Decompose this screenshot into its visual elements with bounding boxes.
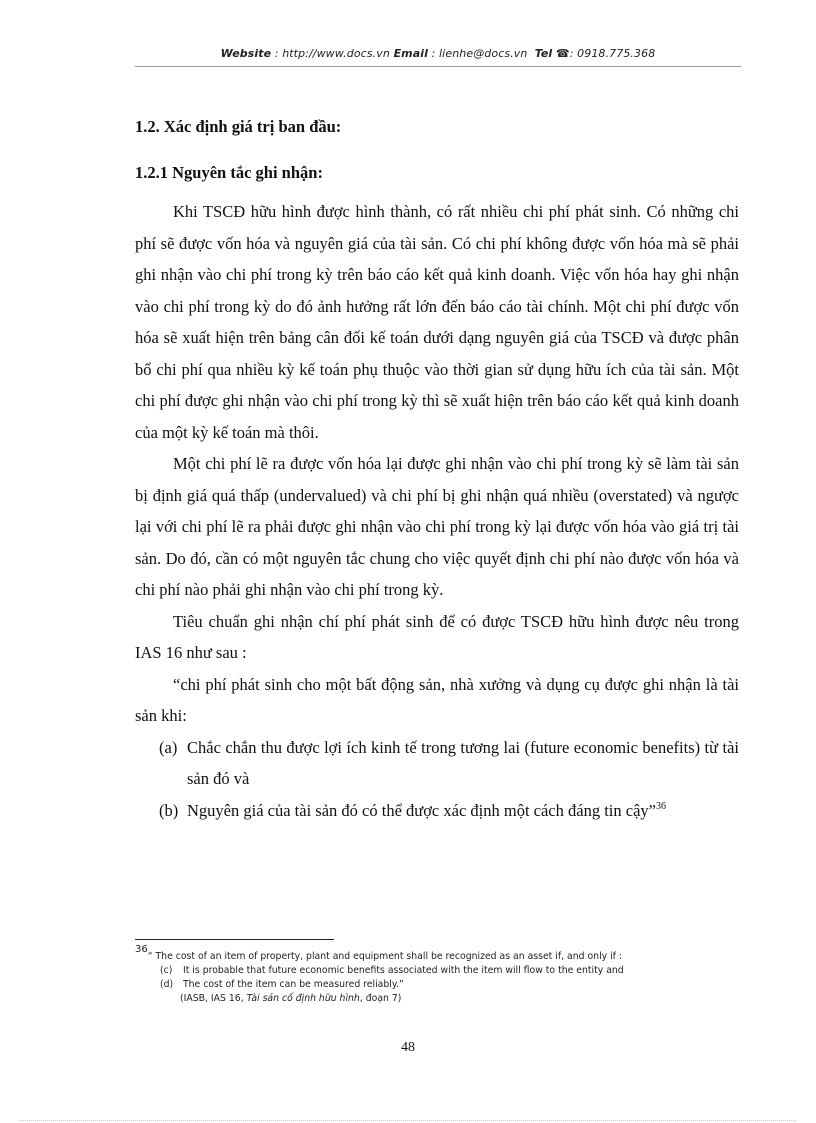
section-heading: 1.2. Xác định giá trị ban đầu: — [135, 117, 342, 136]
website-label: Website — [220, 47, 272, 60]
footnote-source-post: , đoạn 7) — [359, 993, 402, 1004]
footnote-source — [135, 992, 755, 1006]
page-number: 48 — [401, 1040, 415, 1055]
header-rule — [135, 66, 741, 67]
website-sep: : — [271, 47, 283, 60]
list-item-a-text: Chắc chắn thu được lợi ích kinh tế trong tương lai (future economic benefits) từ tài sản đó và — [187, 737, 739, 788]
footnote-text-1: “ The cost of an item of property, plant and equipment shall be recognized as an asset if, and only if : — [147, 951, 623, 962]
tel-sep: : — [569, 47, 578, 60]
footnote-c-label: (c) — [160, 965, 173, 976]
list-item-a — [135, 732, 739, 795]
footnote — [135, 944, 755, 1006]
footnote-source-pre: (IASB, IAS 16, — [180, 993, 247, 1004]
list-item-b-text: Nguyên giá của tài sản đó có thể được xác định một cách đáng tin cậy” — [187, 800, 656, 820]
paragraph-4: “chi phí phát sinh cho một bất động sản, nhà xưởng và dụng cụ được ghi nhận là tài sản khi: — [135, 674, 739, 725]
paragraph-3: Tiêu chuẩn ghi nhận chí phí phát sinh để có được TSCĐ hữu hình được nêu trong IAS 16 như sau : — [135, 611, 739, 662]
email-value[interactable]: lienhe@docs.vn — [439, 47, 528, 60]
footnote-ref[interactable]: 36 — [655, 800, 666, 812]
footnote-item-d — [135, 978, 755, 992]
subsection-heading: 1.2.1 Nguyên tắc ghi nhận: — [135, 163, 323, 182]
paragraph-1: Khi TSCĐ hữu hình được hình thành, có rất nhiều chi phí phát sinh. Có những chi phí sẽ được vốn hóa và nguyên giá của tài sản. Có chi phí không được vốn hóa mà sẽ phải ghi nhận vào chi phí trong kỳ trên báo cáo kết quả kinh doanh. Việc vốn hóa hay ghi nhận vào chi phí trong kỳ do đó ảnh hưởng rất lớn đến báo cáo tài chính. Một chi phí được vốn hóa sẽ xuất hiện trên bảng cân đối kế toán dưới dạng nguyên giá của TSCĐ và được phân bổ chi phí qua nhiều kỳ kế toán phụ thuộc vào thời gian sử dụng hữu ích của tài sản. Một chi phí được ghi nhận vào chi phí trong kỳ thì sẽ xuất hiện trên báo cáo kết quả kinh doanh của một kỳ kế toán mà thôi. — [135, 202, 739, 442]
list-item-b-text-wrap — [183, 795, 739, 827]
phone-icon: ☎ — [555, 47, 570, 60]
website-url[interactable]: http://www.docs.vn — [282, 47, 390, 60]
email-label: Email — [393, 47, 429, 60]
list-item-a-label: (a) — [159, 737, 178, 757]
footnote-number: 36 — [135, 944, 148, 955]
list-item-b — [135, 795, 739, 827]
footnote-c-text: It is probable that future economic benefits associated with the item will flow to the entity and — [182, 965, 624, 976]
paragraph-2: Một chi phí lẽ ra được vốn hóa lại được ghi nhận vào chi phí trong kỳ sẽ làm tài sản bị định giá quá thấp (undervalued) và chi phí bị ghi nhận quá nhiều (overstated) và ngược lại với chi phí lẽ ra phải được ghi nhận vào chi phí trong kỳ lại được vốn hóa vào giá trị tài sản. Do đó, cần có một nguyên tắc chung cho việc quyết định chi phí nào được vốn hóa và chi phí nào phải ghi nhận vào chi phí trong kỳ. — [135, 454, 739, 599]
footnote-item-c — [135, 964, 755, 978]
footnote-source-title: Tài sản cố định hữu hình — [246, 993, 360, 1004]
tel-value: 0918.775.368 — [577, 47, 656, 60]
body-text — [135, 196, 739, 826]
footnote-d-text: The cost of the item can be measured reliably.” — [182, 979, 404, 990]
email-sep: : — [428, 47, 440, 60]
tel-label: Tel — [534, 47, 553, 60]
page-edge — [20, 1120, 796, 1121]
footnote-line-1 — [135, 944, 755, 964]
footnote-rule — [135, 939, 334, 940]
list-item-b-label: (b) — [159, 800, 179, 820]
page-header — [135, 47, 741, 60]
footnote-d-label: (d) — [160, 979, 174, 990]
